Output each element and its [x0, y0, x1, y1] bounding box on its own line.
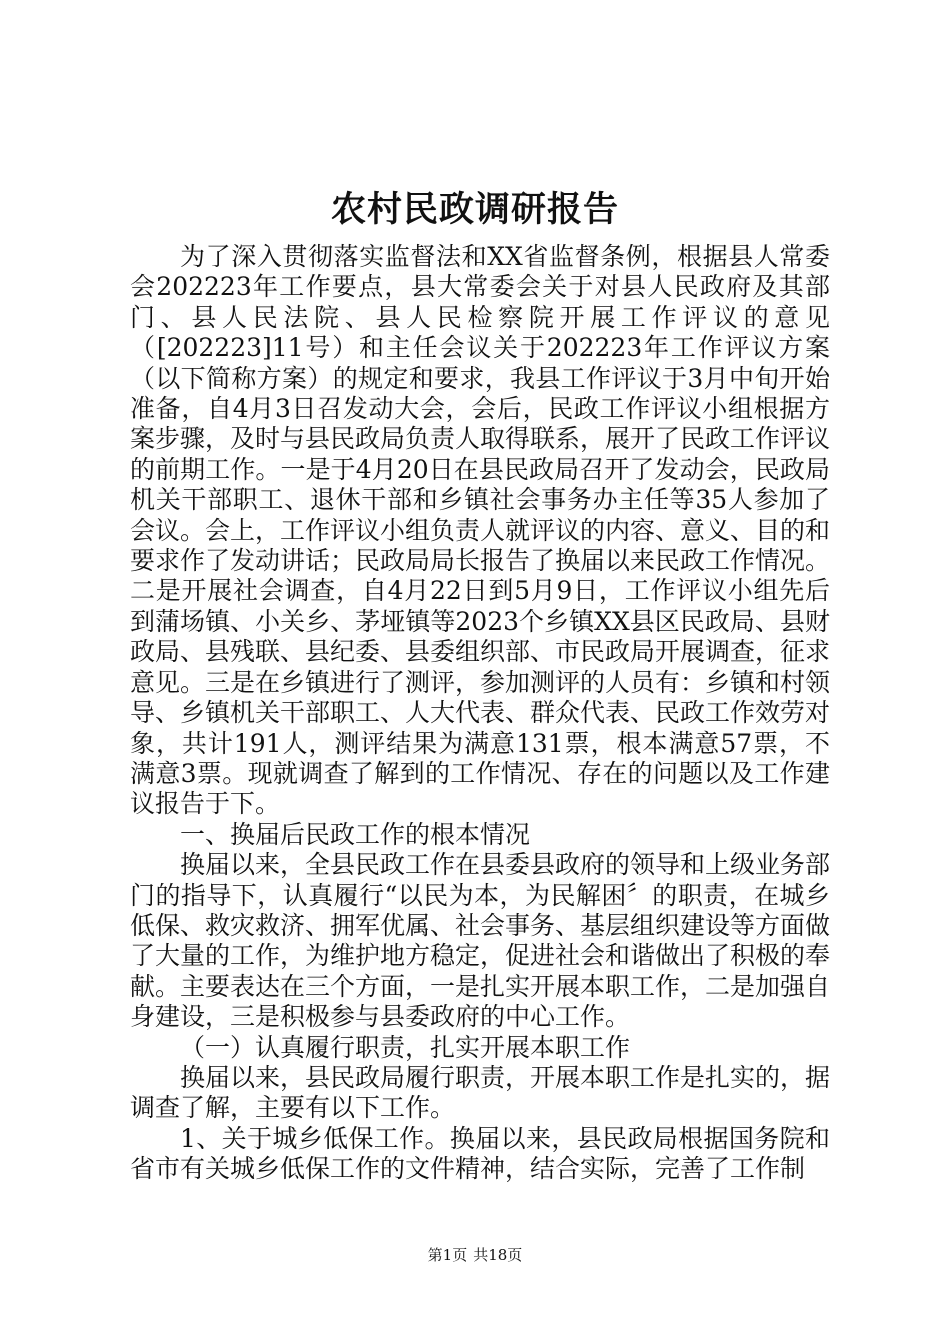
subsection-paragraph: 换届以来，县民政局履行职责，开展本职工作是扎实的，据调查了解，主要有以下工作。 [130, 1062, 831, 1123]
intro-paragraph: 为了深入贯彻落实监督法和XX省监督条例，根据县人常委会202223年工作要点，县大常委会关于对县人民政府及其部门、县人民法院、县人民检察院开展工作评议的意见（[202223]11号）和主任会议关于202223年工作评议方案（以下简称方案）的规定和要求，我县工作评议于3月中旬开始准备，自4月3日召发动大会，会后，民政工作评议小组根据方案步骤，及时与县民政局负责人取得联系，展开了民政工作评议的前期工作。一是于4月20日在县民政局召开了发动会，民政局机关干部职工、退休干部和乡镇社会事务办主任等35人参加了会议。会上，工作评议小组负责人就评议的内容、意义、目的和要求作了发动讲话；民政局局长报告了换届以来民政工作情况。二是开展社会调查，自4月22日到5月9日，工作评议小组先后到蒲场镇、小关乡、茅垭镇等2023个乡镇XX县区民政局、县财政局、县残联、县纪委、县委组织部、市民政局开展调查，征求意见。三是在乡镇进行了测评，参加测评的人员有：乡镇和村领导、乡镇机关干部职工、人大代表、群众代表、民政工作效劳对象，共计191人，测评结果为满意131票，根本满意57票，不满意3票。现就调查了解到的工作情况、存在的问题以及工作建议报告于下。 [130, 242, 831, 819]
section-heading: 一、换届后民政工作的根本情况 [180, 819, 531, 849]
page-total: 共18页 [473, 1246, 523, 1264]
document-title: 农村民政调研报告 [330, 189, 619, 230]
page-number: 第1页 [427, 1246, 468, 1264]
subsection-heading: （一）认真履行职责，扎实开展本职工作 [180, 1032, 631, 1062]
section-paragraph: 换届以来，全县民政工作在县委县政府的领导和上级业务部门的指导下，认真履行“以民为本，为民解困〞的职责，在城乡低保、救灾救济、拥军优属、社会事务、基层组织建设等方面做了大量的工作，为维护地方稳定，促进社会和谐做出了积极的奉献。主要表达在三个方面，一是扎实开展本职工作，二是加强自身建设，三是积极参与县委政府的中心工作。 [130, 850, 831, 1032]
page-footer [0, 1245, 950, 1265]
document-body [130, 242, 830, 1185]
item-paragraph: 1、关于城乡低保工作。换届以来，县民政局根据国务院和省市有关城乡低保工作的文件精神，结合实际，完善了工作制 [130, 1123, 830, 1184]
